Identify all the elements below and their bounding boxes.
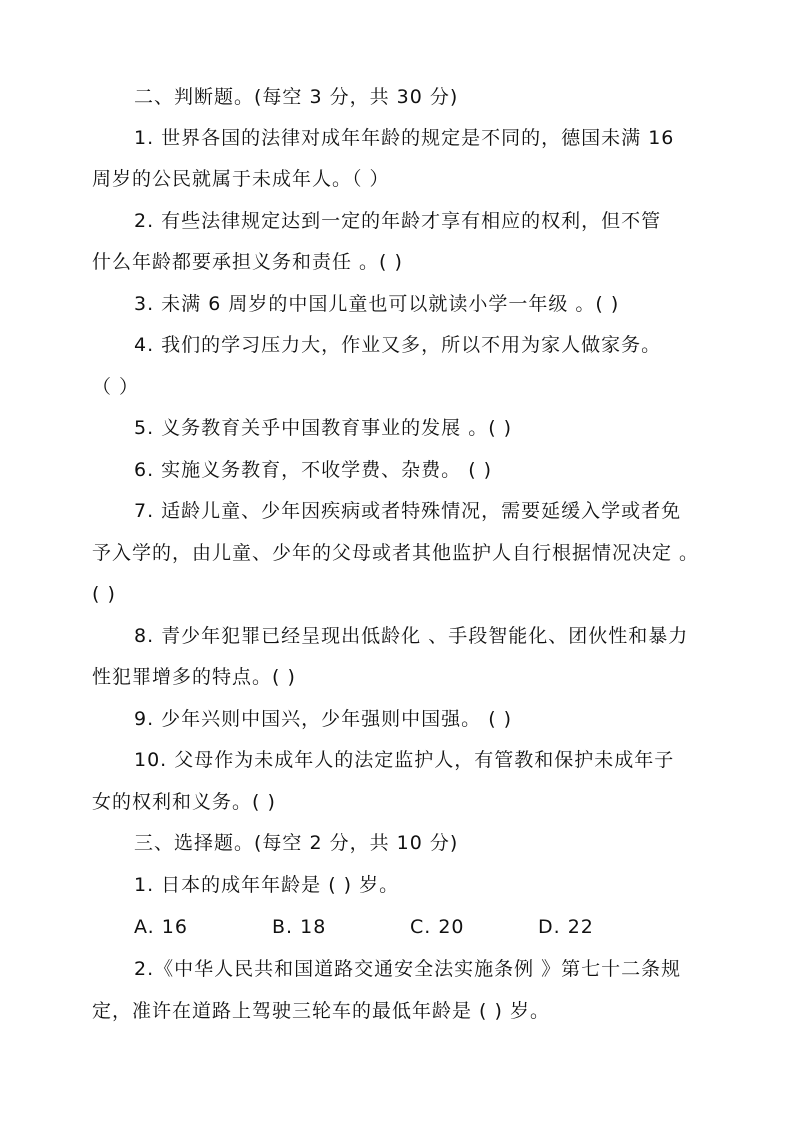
- choice-option-d: D. 22: [538, 916, 594, 938]
- judgment-question-4-line-1: 4. 我们的学习压力大，作业又多，所以不用为家人做家务。: [134, 334, 662, 356]
- judgment-question-1-line-2: 周岁的公民就属于未成年人。（ ）: [92, 168, 390, 190]
- choice-question-1-options: [0, 914, 794, 940]
- judgment-question-8-line-1: 8. 青少年犯罪已经呈现出低龄化 、手段智能化、团伙性和暴力: [134, 625, 689, 647]
- choice-section-heading: 三、选择题。(每空 2 分，共 10 分): [134, 832, 459, 854]
- judgment-question-2-line-2: 什么年龄都要承担义务和责任 。( ): [92, 251, 403, 273]
- choice-question-1: 1. 日本的成年年龄是 ( ) 岁。: [134, 874, 400, 896]
- judgment-question-7-line-2: 予入学的，由儿童、少年的父母或者其他监护人自行根据情况决定 。: [92, 542, 700, 564]
- judgment-question-4-line-2: （ ）: [92, 376, 140, 398]
- judgment-question-2-line-1: 2. 有些法律规定达到一定的年龄才享有相应的权利，但不管: [134, 210, 662, 232]
- choice-question-2-line-2: 定，准许在道路上驾驶三轮车的最低年龄是 ( ) 岁。: [92, 1000, 550, 1022]
- judgment-question-3: 3. 未满 6 周岁的中国儿童也可以就读小学一年级 。( ): [134, 293, 620, 315]
- judgment-question-7-line-3: ( ): [92, 583, 116, 605]
- choice-option-c: C. 20: [410, 916, 465, 938]
- choice-option-a: A. 16: [134, 916, 188, 938]
- judgment-question-10-line-2: 女的权利和义务。( ): [92, 791, 276, 813]
- judgment-section-heading: 二、判断题。(每空 3 分，共 30 分): [134, 86, 459, 108]
- judgment-question-6: 6. 实施义务教育，不收学费、杂费。 ( ): [134, 459, 493, 481]
- judgment-question-1-line-1: 1. 世界各国的法律对成年年龄的规定是不同的，德国未满 16: [134, 127, 675, 149]
- judgment-question-5: 5. 义务教育关乎中国教育事业的发展 。( ): [134, 417, 513, 439]
- judgment-question-8-line-2: 性犯罪增多的特点。( ): [92, 666, 296, 688]
- judgment-question-10-line-1: 10. 父母作为未成年人的法定监护人，有管教和保护未成年子: [134, 749, 675, 771]
- choice-question-2-line-1: 2.《中华人民共和国道路交通安全法实施条例 》第七十二条规: [134, 958, 682, 980]
- judgment-question-9: 9. 少年兴则中国兴，少年强则中国强。 ( ): [134, 708, 513, 730]
- choice-option-b: B. 18: [272, 916, 327, 938]
- judgment-question-7-line-1: 7. 适龄儿童、少年因疾病或者特殊情况，需要延缓入学或者免: [134, 500, 682, 522]
